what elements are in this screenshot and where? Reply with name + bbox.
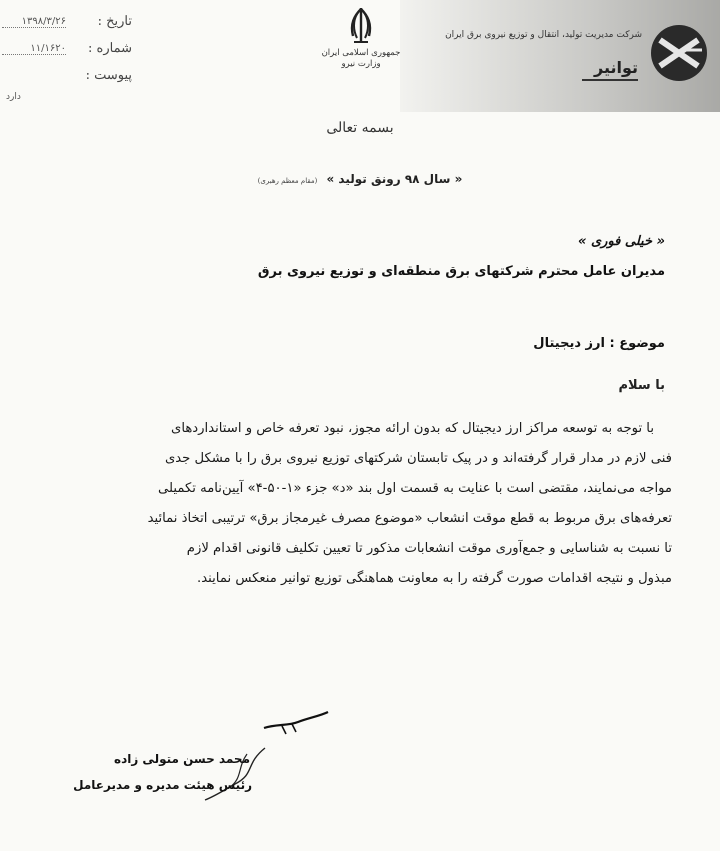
date-label: تاریخ : xyxy=(97,14,132,29)
emblem-line-1: جمهوری اسلامی ایران xyxy=(321,48,401,58)
signature-mark-icon xyxy=(262,706,330,736)
emblem-line-2: وزارت نیرو xyxy=(341,59,381,69)
date-row xyxy=(0,12,140,39)
iran-emblem-icon xyxy=(344,6,378,46)
letter-body xyxy=(52,414,672,594)
body-line: مواجه می‌نمایند، مقتضی است با عنایت به قسمت اول بند «د» جزء «۱-۵۰-۴» آیین‌نامه تکمیلی xyxy=(158,481,672,496)
urgency-label: « خیلی فوری » xyxy=(578,234,665,249)
greeting: با سلام xyxy=(618,378,665,393)
company-full-name: شرکت مدیریت تولید، انتقال و توزیع نیروی برق ایران xyxy=(445,30,642,40)
signer-name: محمد حسن متولی زاده xyxy=(113,752,250,766)
letter-meta xyxy=(0,12,140,102)
year-slogan: « سال ۹۸ رونق تولید » xyxy=(326,172,463,186)
body-line: مبذول و نتیجه اقدامات صورت گرفته را به معاونت هماهنگی توزیع توانیر منعکس نمایند. xyxy=(197,571,672,586)
attachment-value: دارد xyxy=(6,92,21,102)
basmala: بسمه تعالی xyxy=(326,120,394,136)
subject-line: موضوع : ارز دیجیتال xyxy=(533,336,665,351)
slogan-attribution: (مقام معظم رهبری) xyxy=(257,177,318,185)
body-line: فنی لازم در مدار قرار گرفته‌اند و در پیک تابستان شرکتهای توزیع نیروی برق را با مشکل جدی xyxy=(164,451,672,466)
company-name: توانیر xyxy=(582,58,638,81)
signer-title: رئیس هیئت مدیره و مدیرعامل xyxy=(73,778,252,792)
attachment-row xyxy=(0,66,140,93)
slogan-line xyxy=(0,168,720,187)
number-label: شماره : xyxy=(88,41,132,56)
body-line: تا نسبت به شناسایی و جمع‌آوری موقت انشعابات مذکور تا تعیین تکلیف قانونی اقدام لازم xyxy=(186,541,672,556)
date-value: ۱۳۹۸/۳/۲۶ xyxy=(2,16,66,28)
number-row xyxy=(0,39,140,66)
government-emblem xyxy=(318,6,404,96)
tavanir-logo-icon xyxy=(648,22,710,84)
number-value: ۱۱/۱۶۲۰ xyxy=(2,43,66,55)
body-line: با توجه به توسعه مراکز ارز دیجیتال که بدون ارائه مجوز، نبود تعرفه خاص و استانداردهای xyxy=(171,421,654,436)
recipients: مدیران عامل محترم شرکتهای برق منطقه‌ای و توزیع نیروی برق xyxy=(257,264,665,279)
body-line: تعرفه‌های برق مربوط به قطع موقت انشعاب «موضوع مصرف غیرمجاز برق» ترتیبی اتخاذ نمائید xyxy=(147,511,672,526)
attachment-label: پیوست : xyxy=(85,68,132,83)
